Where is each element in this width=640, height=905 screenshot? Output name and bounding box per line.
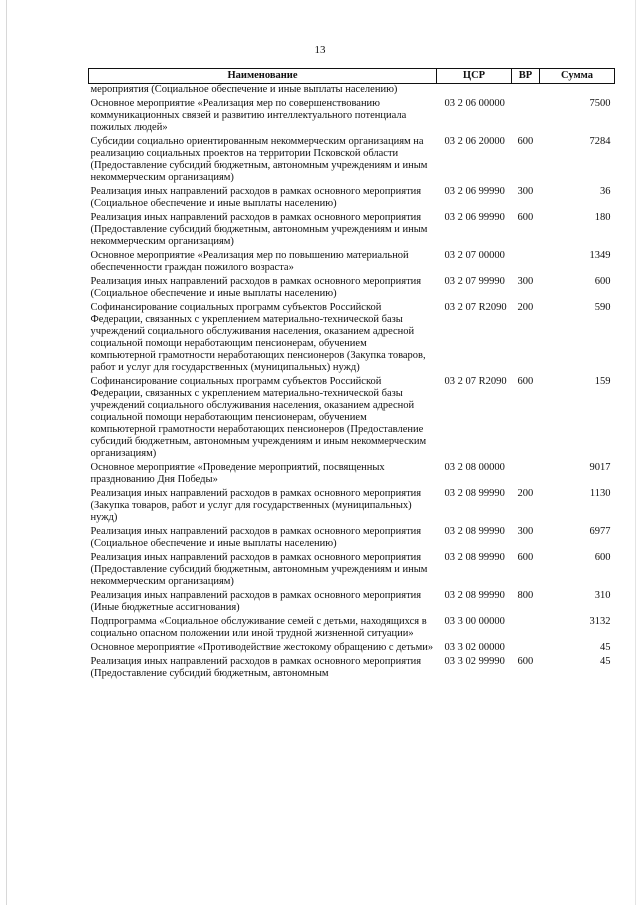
- cell-csr: 03 2 06 00000: [444, 98, 505, 109]
- cell-sum: 600: [594, 276, 611, 287]
- table-row: [89, 488, 615, 526]
- cell-sum: 3132: [589, 616, 611, 627]
- cell-vr: 600: [517, 376, 534, 387]
- cell-csr: 03 2 07 R2090: [444, 376, 507, 387]
- table-row: [89, 376, 615, 462]
- cell-name: Софинансирование социальных программ субъектов Российской Федерации, связанных с укреплением материально-технической базы учреждений социального обслуживания населения, оказанием адресной социальной помощи неработающим пенсионерам, обучением компьютерной грамотности неработающих пенсионеров (Предоставление субсидий бюджетным, автономным учреждениям и иным некоммерческим организациям): [90, 376, 427, 459]
- table-row: [89, 186, 615, 212]
- cell-csr: 03 3 02 00000: [444, 642, 505, 653]
- cell-sum: 310: [594, 590, 611, 601]
- cell-name: Реализация иных направлений расходов в рамках основного мероприятия (Предоставление субсидий бюджетным, автономным учреждениям и иным некоммерческим организациям): [90, 552, 428, 587]
- cell-vr: 600: [517, 552, 534, 563]
- cell-csr: 03 2 07 99990: [444, 276, 505, 287]
- table-row: [89, 656, 615, 682]
- page-number: 13: [314, 44, 326, 56]
- cell-vr: [512, 84, 540, 99]
- cell-sum: 590: [594, 302, 611, 313]
- cell-csr: 03 2 08 99990: [444, 552, 505, 563]
- cell-name: Подпрограмма «Социальное обслуживание семей с детьми, находящихся в социально опасном положении или иной трудной жизненной ситуации»: [90, 616, 427, 639]
- header-name: Наименование: [89, 69, 437, 84]
- scan-edge-left: [6, 0, 7, 905]
- table-row: [89, 462, 615, 488]
- cell-name: Софинансирование социальных программ субъектов Российской Федерации, связанных с укреплением материально-технической базы учреждений социального обслуживания населения, оказанием адресной социальной помощи неработающим пенсионерам, обучением компьютерной грамотности неработающих пенсионеров (Закупка товаров, работ и услуг для государственных (муниципальных) нужд): [90, 302, 426, 373]
- cell-sum: 9017: [589, 462, 611, 473]
- cell-vr: 300: [517, 186, 534, 197]
- header-csr: ЦСР: [437, 69, 512, 84]
- cell-vr: 300: [517, 276, 534, 287]
- cell-sum: 6977: [589, 526, 611, 537]
- cell-csr: 03 2 06 99990: [444, 212, 505, 223]
- cell-vr: 600: [517, 656, 534, 667]
- cell-name: Реализация иных направлений расходов в рамках основного мероприятия (Иные бюджетные ассигнования): [90, 590, 422, 613]
- cell-vr: 600: [517, 136, 534, 147]
- budget-table: [88, 68, 615, 682]
- cell-sum: 45: [600, 642, 611, 653]
- cell-sum: 7284: [589, 136, 611, 147]
- cell-csr: 03 3 02 99990: [444, 656, 505, 667]
- cell-name: Основное мероприятие «Проведение мероприятий, посвященных празднованию Дня Победы»: [90, 462, 385, 485]
- table-row: [89, 642, 615, 656]
- cell-csr: 03 2 08 99990: [444, 526, 505, 537]
- cell-csr: 03 2 07 R2090: [444, 302, 507, 313]
- cell-sum: 45: [600, 656, 611, 667]
- cell-sum: 36: [600, 186, 611, 197]
- cell-name: Основное мероприятие «Реализация мер по повышению материальной обеспеченности граждан пожилого возраста»: [90, 250, 409, 273]
- cell-csr: 03 2 08 00000: [444, 462, 505, 473]
- cell-csr: 03 2 06 20000: [444, 136, 505, 147]
- cell-vr: [512, 616, 540, 642]
- table-header-row: [89, 69, 615, 84]
- header-vr: ВР: [512, 69, 540, 84]
- cell-name: Реализация иных направлений расходов в рамках основного мероприятия (Социальное обеспечение и иные выплаты населению): [90, 276, 422, 299]
- cell-sum: 180: [594, 212, 611, 223]
- table-row: [89, 616, 615, 642]
- cell-vr: [512, 462, 540, 488]
- table-row: [89, 84, 615, 99]
- cell-name: Основное мероприятие «Реализация мер по совершенствованию коммуникационных связей и развитию интеллектуального потенциала пожилых людей»: [90, 98, 407, 133]
- table-row: [89, 250, 615, 276]
- table-row: [89, 98, 615, 136]
- cell-name: мероприятия (Социальное обеспечение и иные выплаты населению): [90, 84, 398, 95]
- table-row: [89, 136, 615, 186]
- cell-sum: 1349: [589, 250, 611, 261]
- cell-vr: 200: [517, 488, 534, 499]
- cell-vr: 800: [517, 590, 534, 601]
- cell-sum: 7500: [589, 98, 611, 109]
- cell-vr: [512, 98, 540, 136]
- table-row: [89, 590, 615, 616]
- table-row: [89, 526, 615, 552]
- cell-csr: 03 2 06 99990: [444, 186, 505, 197]
- cell-name: Субсидии социально ориентированным некоммерческим организациям на реализацию социальных проектов на территории Псковской области (Предоставление субсидий бюджетным, автономным учреждениям и иным некоммерческим организациям): [90, 136, 428, 183]
- cell-csr: 03 2 08 99990: [444, 488, 505, 499]
- cell-name: Реализация иных направлений расходов в рамках основного мероприятия (Социальное обеспечение и иные выплаты населению): [90, 186, 422, 209]
- table-row: [89, 552, 615, 590]
- cell-sum: [540, 84, 615, 99]
- cell-name: Основное мероприятие «Противодействие жестокому обращению с детьми»: [90, 642, 434, 653]
- table-row: [89, 302, 615, 376]
- cell-csr: [437, 84, 512, 99]
- cell-csr: 03 2 07 00000: [444, 250, 505, 261]
- table-row: [89, 212, 615, 250]
- cell-vr: 300: [517, 526, 534, 537]
- cell-vr: 200: [517, 302, 534, 313]
- cell-name: Реализация иных направлений расходов в рамках основного мероприятия (Предоставление субсидий бюджетным, автономным: [90, 656, 422, 679]
- cell-name: Реализация иных направлений расходов в рамках основного мероприятия (Закупка товаров, работ и услуг для государственных (муниципальных) нужд): [90, 488, 422, 523]
- cell-vr: [512, 642, 540, 656]
- cell-sum: 600: [594, 552, 611, 563]
- header-sum: Сумма: [540, 69, 615, 84]
- table-row: [89, 276, 615, 302]
- cell-name: Реализация иных направлений расходов в рамках основного мероприятия (Социальное обеспечение и иные выплаты населению): [90, 526, 422, 549]
- cell-name: Реализация иных направлений расходов в рамках основного мероприятия (Предоставление субсидий бюджетным, автономным учреждениям и иным некоммерческим организациям): [90, 212, 428, 247]
- cell-vr: [512, 250, 540, 276]
- cell-sum: 159: [594, 376, 611, 387]
- cell-csr: 03 2 08 99990: [444, 590, 505, 601]
- scan-edge-right: [635, 0, 636, 905]
- cell-vr: 600: [517, 212, 534, 223]
- cell-sum: 1130: [589, 488, 611, 499]
- cell-csr: 03 3 00 00000: [444, 616, 505, 627]
- table-body: [89, 84, 615, 683]
